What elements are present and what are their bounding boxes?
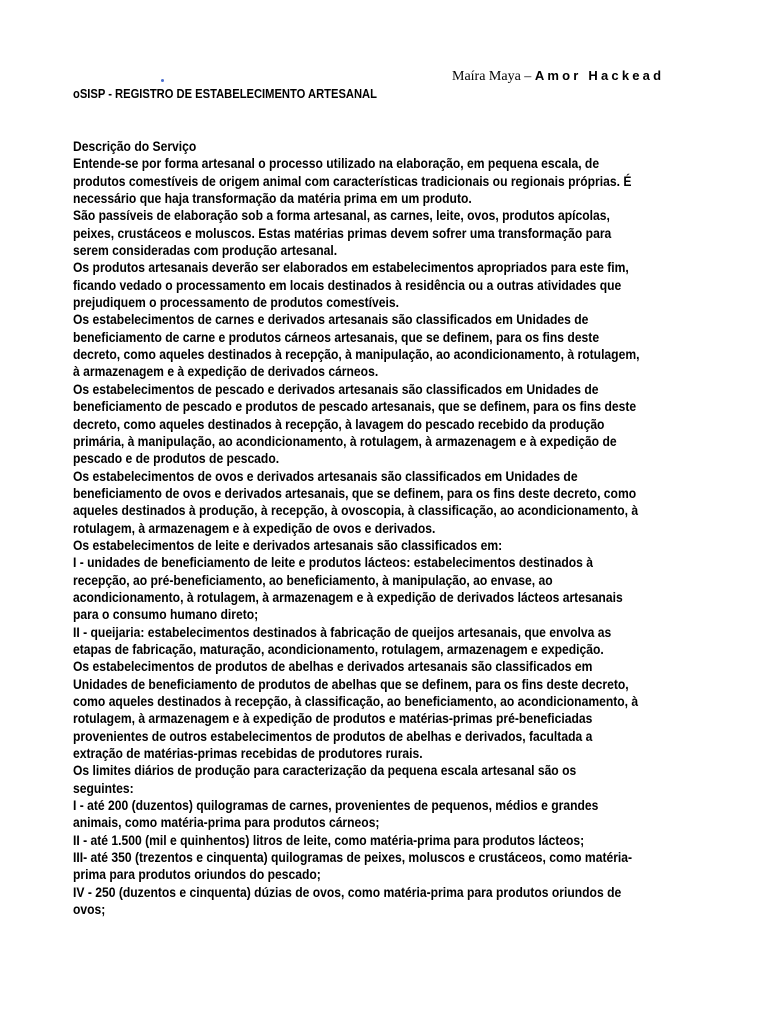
body-line: rotulagem, à armazenagem e à expedição de ovos e derivados. <box>73 519 436 536</box>
body-line: Os estabelecimentos de produtos de abelhas e derivados artesanais são classificados em <box>73 658 593 675</box>
body-line: peixes, crustáceos e moluscos. Estas matérias primas devem sofrer uma transformação para <box>73 224 612 241</box>
body-line: Unidades de beneficiamento de produtos de abelhas que se definem, para os fins deste decreto, <box>73 675 629 692</box>
document-title: oSISP - REGISTRO DE ESTABELECIMENTO ARTESANAL <box>73 86 377 101</box>
body-line: ficando vedado o processamento em locais destinados à residência ou a outras atividades que <box>73 276 622 293</box>
author-name: Maíra Maya – <box>452 69 532 84</box>
body-line: à armazenagem e à expedição de derivados cárneos. <box>73 363 379 380</box>
body-line: aqueles destinados à produção, à recepção, à ovoscopia, à classificação, ao acondicionamento, à <box>73 502 639 519</box>
body-line: Os estabelecimentos de ovos e derivados artesanais são classificados em Unidades de <box>73 467 578 484</box>
body-line: acondicionamento, à rotulagem, à armazenagem e à expedição de derivados lácteos artesanais <box>73 588 623 605</box>
body-line: Os limites diários de produção para caracterização da pequena escala artesanal são os <box>73 762 577 779</box>
body-line: Entende-se por forma artesanal o processo utilizado na elaboração, em pequena escala, de <box>73 155 600 172</box>
body-line: II - queijaria: estabelecimentos destinados à fabricação de queijos artesanais, que envolva as <box>73 623 612 640</box>
body-line: produtos comestíveis de origem animal com características tradicionais ou regionais próprias. É <box>73 172 632 189</box>
body-line: IV - 250 (duzentos e cinquenta) dúzias de ovos, como matéria-prima para produtos oriundos de <box>73 883 622 900</box>
body-line: prima para produtos oriundos do pescado; <box>73 866 321 883</box>
body-line: provenientes de outros estabelecimentos de produtos de abelhas e derivados, facultada a <box>73 727 593 744</box>
body-line: como aqueles destinados à recepção, à classificação, ao beneficiamento, ao acondicionamento, à <box>73 693 639 709</box>
body-line: necessário que haja transformação da matéria prima em um produto. <box>73 190 472 207</box>
bullet-dot <box>161 79 164 82</box>
body-line: I - unidades de beneficiamento de leite e produtos lácteos: estabelecimentos destinados à <box>73 554 593 571</box>
body-line: ovos; <box>73 901 106 918</box>
body-line: Os estabelecimentos de pescado e derivados artesanais são classificados em Unidades de <box>73 380 599 397</box>
body-line: Os produtos artesanais deverão ser elaborados em estabelecimentos apropriados para este fim, <box>73 259 629 276</box>
body-line: beneficiamento de carne e produtos cárneos artesanais, que se definem, para os fins deste <box>73 328 600 345</box>
body-line: Os estabelecimentos de carnes e derivados artesanais são classificados em Unidades de <box>73 311 589 328</box>
body-line: etapas de fabricação, maturação, acondicionamento, rotulagem, armazenagem e expedição. <box>73 640 604 657</box>
body-line: beneficiamento de ovos e derivados artesanais, que se definem, para os fins deste decreto, como <box>73 484 637 501</box>
body-line: III- até 350 (trezentos e cinquenta) quilogramas de peixes, moluscos e crustáceos, como matéria- <box>73 849 633 866</box>
body-line: pescado e de produtos de pescado. <box>73 450 280 467</box>
body-line: decreto, como aqueles destinados à recepção, à lavagem do pescado recebido da produção <box>73 415 605 432</box>
author-alias: Amor Hackead <box>534 68 665 83</box>
body-line: primária, à manipulação, ao acondicionamento, à rotulagem, à armazenagem e à expedição de <box>73 432 617 449</box>
body-line: recepção, ao pré-beneficiamento, ao beneficiamento, à manipulação, ao envase, ao <box>73 571 553 588</box>
body-line: prejudiquem o processamento de produtos comestíveis. <box>73 294 399 311</box>
section-heading: Descrição do Serviço <box>73 138 197 154</box>
body-line: II - até 1.500 (mil e quinhentos) litros de leite, como matéria-prima para produtos lácteos; <box>73 831 585 848</box>
body-line: Os estabelecimentos de leite e derivados artesanais são classificados em: <box>73 536 503 553</box>
body-line: decreto, como aqueles destinados à recepção, à manipulação, ao acondicionamento, à rotulagem, <box>73 346 640 363</box>
document-body <box>73 138 692 918</box>
author-line <box>452 68 664 85</box>
body-line: beneficiamento de pescado e produtos de pescado artesanais, que se definem, para os fins deste <box>73 398 637 415</box>
body-line: extração de matérias-primas recebidas de produtores rurais. <box>73 745 423 762</box>
body-line: serem consideradas com produção artesanal. <box>73 242 338 259</box>
body-line: rotulagem, à armazenagem e à expedição de produtos e matérias-primas pré-beneficiadas <box>73 710 593 727</box>
body-line: animais, como matéria-prima para produtos cárneos; <box>73 814 380 831</box>
body-line: seguintes: <box>73 779 134 796</box>
body-line: para o consumo humano direto; <box>73 606 259 623</box>
body-line: São passíveis de elaboração sob a forma artesanal, as carnes, leite, ovos, produtos apícolas, <box>73 207 610 224</box>
body-line: I - até 200 (duzentos) quilogramas de carnes, provenientes de pequenos, médios e grandes <box>73 797 599 814</box>
